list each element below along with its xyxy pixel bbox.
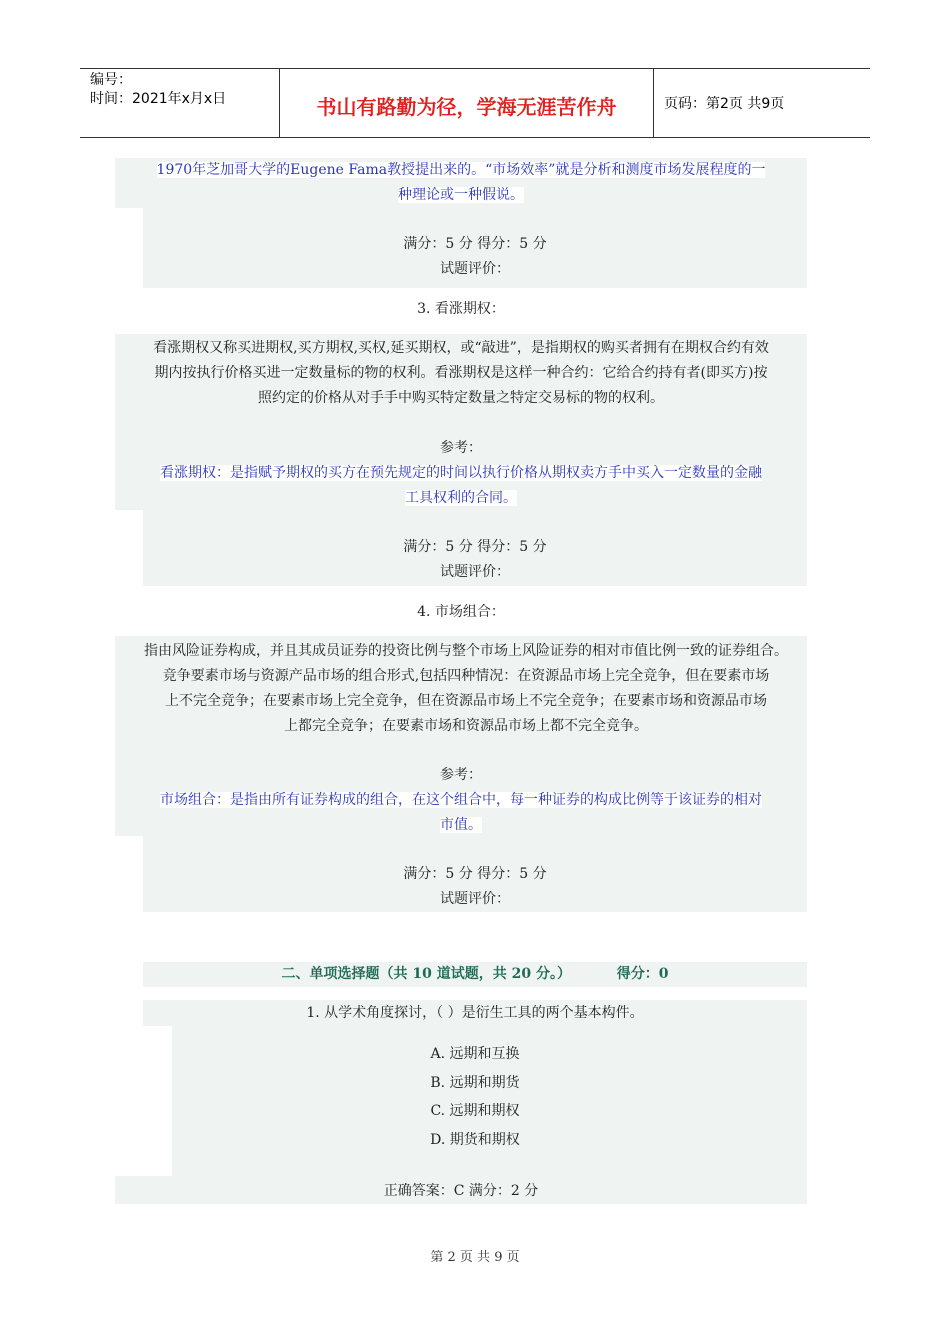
reference-line: 看涨期权：是指赋予期权的买方在预先规定的时间以执行价格从期权卖方手中买入一定数量的金融 bbox=[160, 465, 762, 481]
document-date-label: 时间：2021年x月x日 bbox=[90, 91, 227, 107]
q3-reference-answer bbox=[115, 461, 807, 511]
mc1-options bbox=[143, 1040, 807, 1154]
mc1-option-a[interactable]: A. 远期和互换 bbox=[430, 1046, 520, 1062]
header-motto: 书山有路勤为径，学海无涯苦作舟 bbox=[280, 69, 654, 137]
q3-score-line: 满分：5 分 得分：5 分 bbox=[403, 539, 547, 555]
q4-score-line: 满分：5 分 得分：5 分 bbox=[403, 866, 547, 882]
section2-title: 二、单项选择题（共 10 道试题，共 20 分。） bbox=[281, 966, 571, 982]
answer-line: 种理论或一种假说。 bbox=[398, 187, 524, 203]
reference-line: 市值。 bbox=[440, 817, 482, 833]
mc1-option-b[interactable]: B. 远期和期货 bbox=[430, 1074, 520, 1091]
section2-score: 得分：0 bbox=[616, 966, 669, 982]
reference-line: 工具权利的合同。 bbox=[405, 490, 517, 506]
mc1-question: 1. 从学术角度探讨，（ ）是衍生工具的两个基本构件。 bbox=[306, 1005, 644, 1021]
q3-student-answer bbox=[115, 336, 807, 411]
q3-evaluation-label: 试题评价： bbox=[440, 564, 510, 580]
answer-line: 指由风险证券构成，并且其成员证券的投资比例与整个市场上风险证券的相对市值比例一致的证券组合。 bbox=[144, 643, 788, 659]
mc1-option-c[interactable]: C. 远期和期权 bbox=[430, 1103, 520, 1119]
page-footer: 第 2 页 共 9 页 bbox=[430, 1250, 520, 1265]
answer-line: 上都完全竞争；在要素市场和资源品市场上都不完全竞争。 bbox=[284, 718, 648, 734]
answer-line: 竞争要素市场与资源产品市场的组合形式,包括四种情况：在资源品市场上完全竞争，但在要素市场 bbox=[162, 668, 770, 684]
header-page-indicator: 页码：第2页 共9页 bbox=[664, 96, 785, 112]
reference-line: 市场组合：是指由所有证券构成的组合，在这个组合中，每一种证券的构成比例等于该证券的相对 bbox=[160, 792, 762, 808]
answer-line: 照约定的价格从对手手中购买特定数量之特定交易标的物的权利。 bbox=[258, 390, 664, 406]
header-meta bbox=[80, 69, 280, 137]
score-line: 满分：5 分 得分：5 分 bbox=[403, 236, 547, 252]
answer-line: 上不完全竞争；在要素市场上完全竞争，但在资源品市场上不完全竞争；在要素市场和资源品市场 bbox=[165, 693, 767, 709]
q4-reference-label: 参考： bbox=[440, 767, 482, 783]
mc1-correct-answer: 正确答案：C 满分：2 分 bbox=[383, 1183, 539, 1199]
q4-student-answer bbox=[115, 639, 817, 739]
q4-evaluation-label: 试题评价： bbox=[440, 891, 510, 907]
q3-reference-label: 参考： bbox=[440, 440, 482, 456]
document-number-label: 编号： bbox=[90, 72, 132, 88]
section2-heading bbox=[143, 962, 807, 987]
mc1-option-d[interactable]: D. 期货和期权 bbox=[430, 1131, 520, 1148]
q3-title: 3. 看涨期权： bbox=[417, 301, 505, 317]
answer-line: 1970年芝加哥大学的Eugene Fama教授提出来的。“市场效率”就是分析和测度市场发展程度的一 bbox=[156, 162, 766, 178]
q4-reference-answer bbox=[115, 788, 807, 838]
answer-line: 期内按执行价格买进一定数量标的物的权利。看涨期权是这样一种合约：它给合约持有者(即买方)按 bbox=[154, 365, 768, 381]
answer-text-top bbox=[115, 158, 807, 208]
evaluation-label: 试题评价： bbox=[440, 261, 510, 277]
answer-line: 看涨期权又称买进期权,买方期权,买权,延买期权，或“敲进”，是指期权的购买者拥有在期权合约有效 bbox=[153, 340, 769, 356]
page-header bbox=[80, 68, 870, 138]
q4-title: 4. 市场组合： bbox=[417, 604, 505, 620]
